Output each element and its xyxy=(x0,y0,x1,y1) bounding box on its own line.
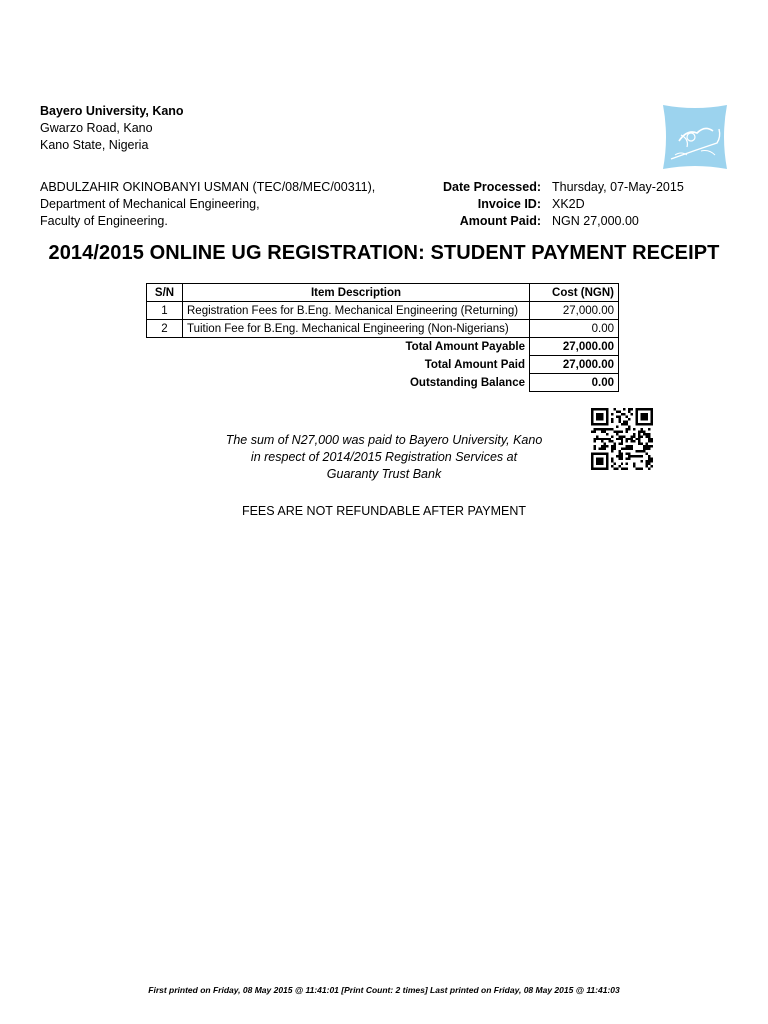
total-paid-row xyxy=(147,356,619,374)
row-sn: 1 xyxy=(147,302,183,320)
address-line-1: Gwarzo Road, Kano xyxy=(40,121,153,135)
refund-notice: FEES ARE NOT REFUNDABLE AFTER PAYMENT xyxy=(241,504,527,518)
total-paid-label: Total Amount Paid xyxy=(424,358,525,371)
student-department: Department of Mechanical Engineering, xyxy=(40,197,260,211)
student-details xyxy=(40,179,375,230)
outstanding-balance-label: Outstanding Balance xyxy=(409,376,525,389)
date-processed-value: Thursday, 07-May-2015 xyxy=(552,180,684,194)
university-name: Bayero University, Kano xyxy=(40,104,184,118)
receipt-title: 2014/2015 ONLINE UG REGISTRATION: STUDENT PAYMENT RECEIPT xyxy=(48,242,720,264)
table-row xyxy=(147,320,619,338)
row-sn: 2 xyxy=(147,320,183,338)
payment-items-table xyxy=(146,283,619,392)
student-name-line: ABDULZAHIR OKINOBANYI USMAN (TEC/08/MEC/00311), xyxy=(40,180,376,194)
table-row xyxy=(147,302,619,320)
print-footer: First printed on Friday, 08 May 2015 @ 11:41:01 [Print Count: 2 times] Last printed on Friday, 08 May 2015 @ 11:41:03 xyxy=(148,985,620,995)
outstanding-balance-row xyxy=(147,374,619,392)
total-payable-value: 27,000.00 xyxy=(530,338,619,356)
university-logo-icon xyxy=(657,101,733,173)
total-payable-label: Total Amount Payable xyxy=(405,340,525,353)
header-description: Item Description xyxy=(183,284,530,302)
invoice-id-label: Invoice ID: xyxy=(477,197,541,211)
payment-note xyxy=(200,432,568,483)
amount-paid-value: NGN 27,000.00 xyxy=(552,214,639,228)
invoice-id-value: XK2D xyxy=(552,197,585,211)
table-header-row xyxy=(147,284,619,302)
date-processed-row xyxy=(380,179,684,196)
header-cost: Cost (NGN) xyxy=(530,284,619,302)
note-line-2: in respect of 2014/2015 Registration Services at xyxy=(250,450,518,464)
row-description: Tuition Fee for B.Eng. Mechanical Engineering (Non-Nigerians) xyxy=(183,320,530,338)
row-cost: 0.00 xyxy=(530,320,619,338)
outstanding-balance-value: 0.00 xyxy=(530,374,619,392)
university-address xyxy=(40,103,184,154)
row-description: Registration Fees for B.Eng. Mechanical Engineering (Returning) xyxy=(183,302,530,320)
row-cost: 27,000.00 xyxy=(530,302,619,320)
note-line-1: The sum of N27,000 was paid to Bayero University, Kano xyxy=(225,433,543,447)
amount-paid-row xyxy=(380,213,684,230)
amount-paid-label: Amount Paid: xyxy=(459,214,541,228)
total-payable-row xyxy=(147,338,619,356)
header-sn: S/N xyxy=(147,284,183,302)
qr-code-icon xyxy=(589,408,655,470)
student-faculty: Faculty of Engineering. xyxy=(40,214,168,228)
invoice-id-row xyxy=(380,196,684,213)
receipt-meta xyxy=(380,179,684,230)
note-line-3: Guaranty Trust Bank xyxy=(326,467,442,481)
total-paid-value: 27,000.00 xyxy=(530,356,619,374)
date-processed-label: Date Processed: xyxy=(443,180,541,194)
address-line-2: Kano State, Nigeria xyxy=(40,138,149,152)
